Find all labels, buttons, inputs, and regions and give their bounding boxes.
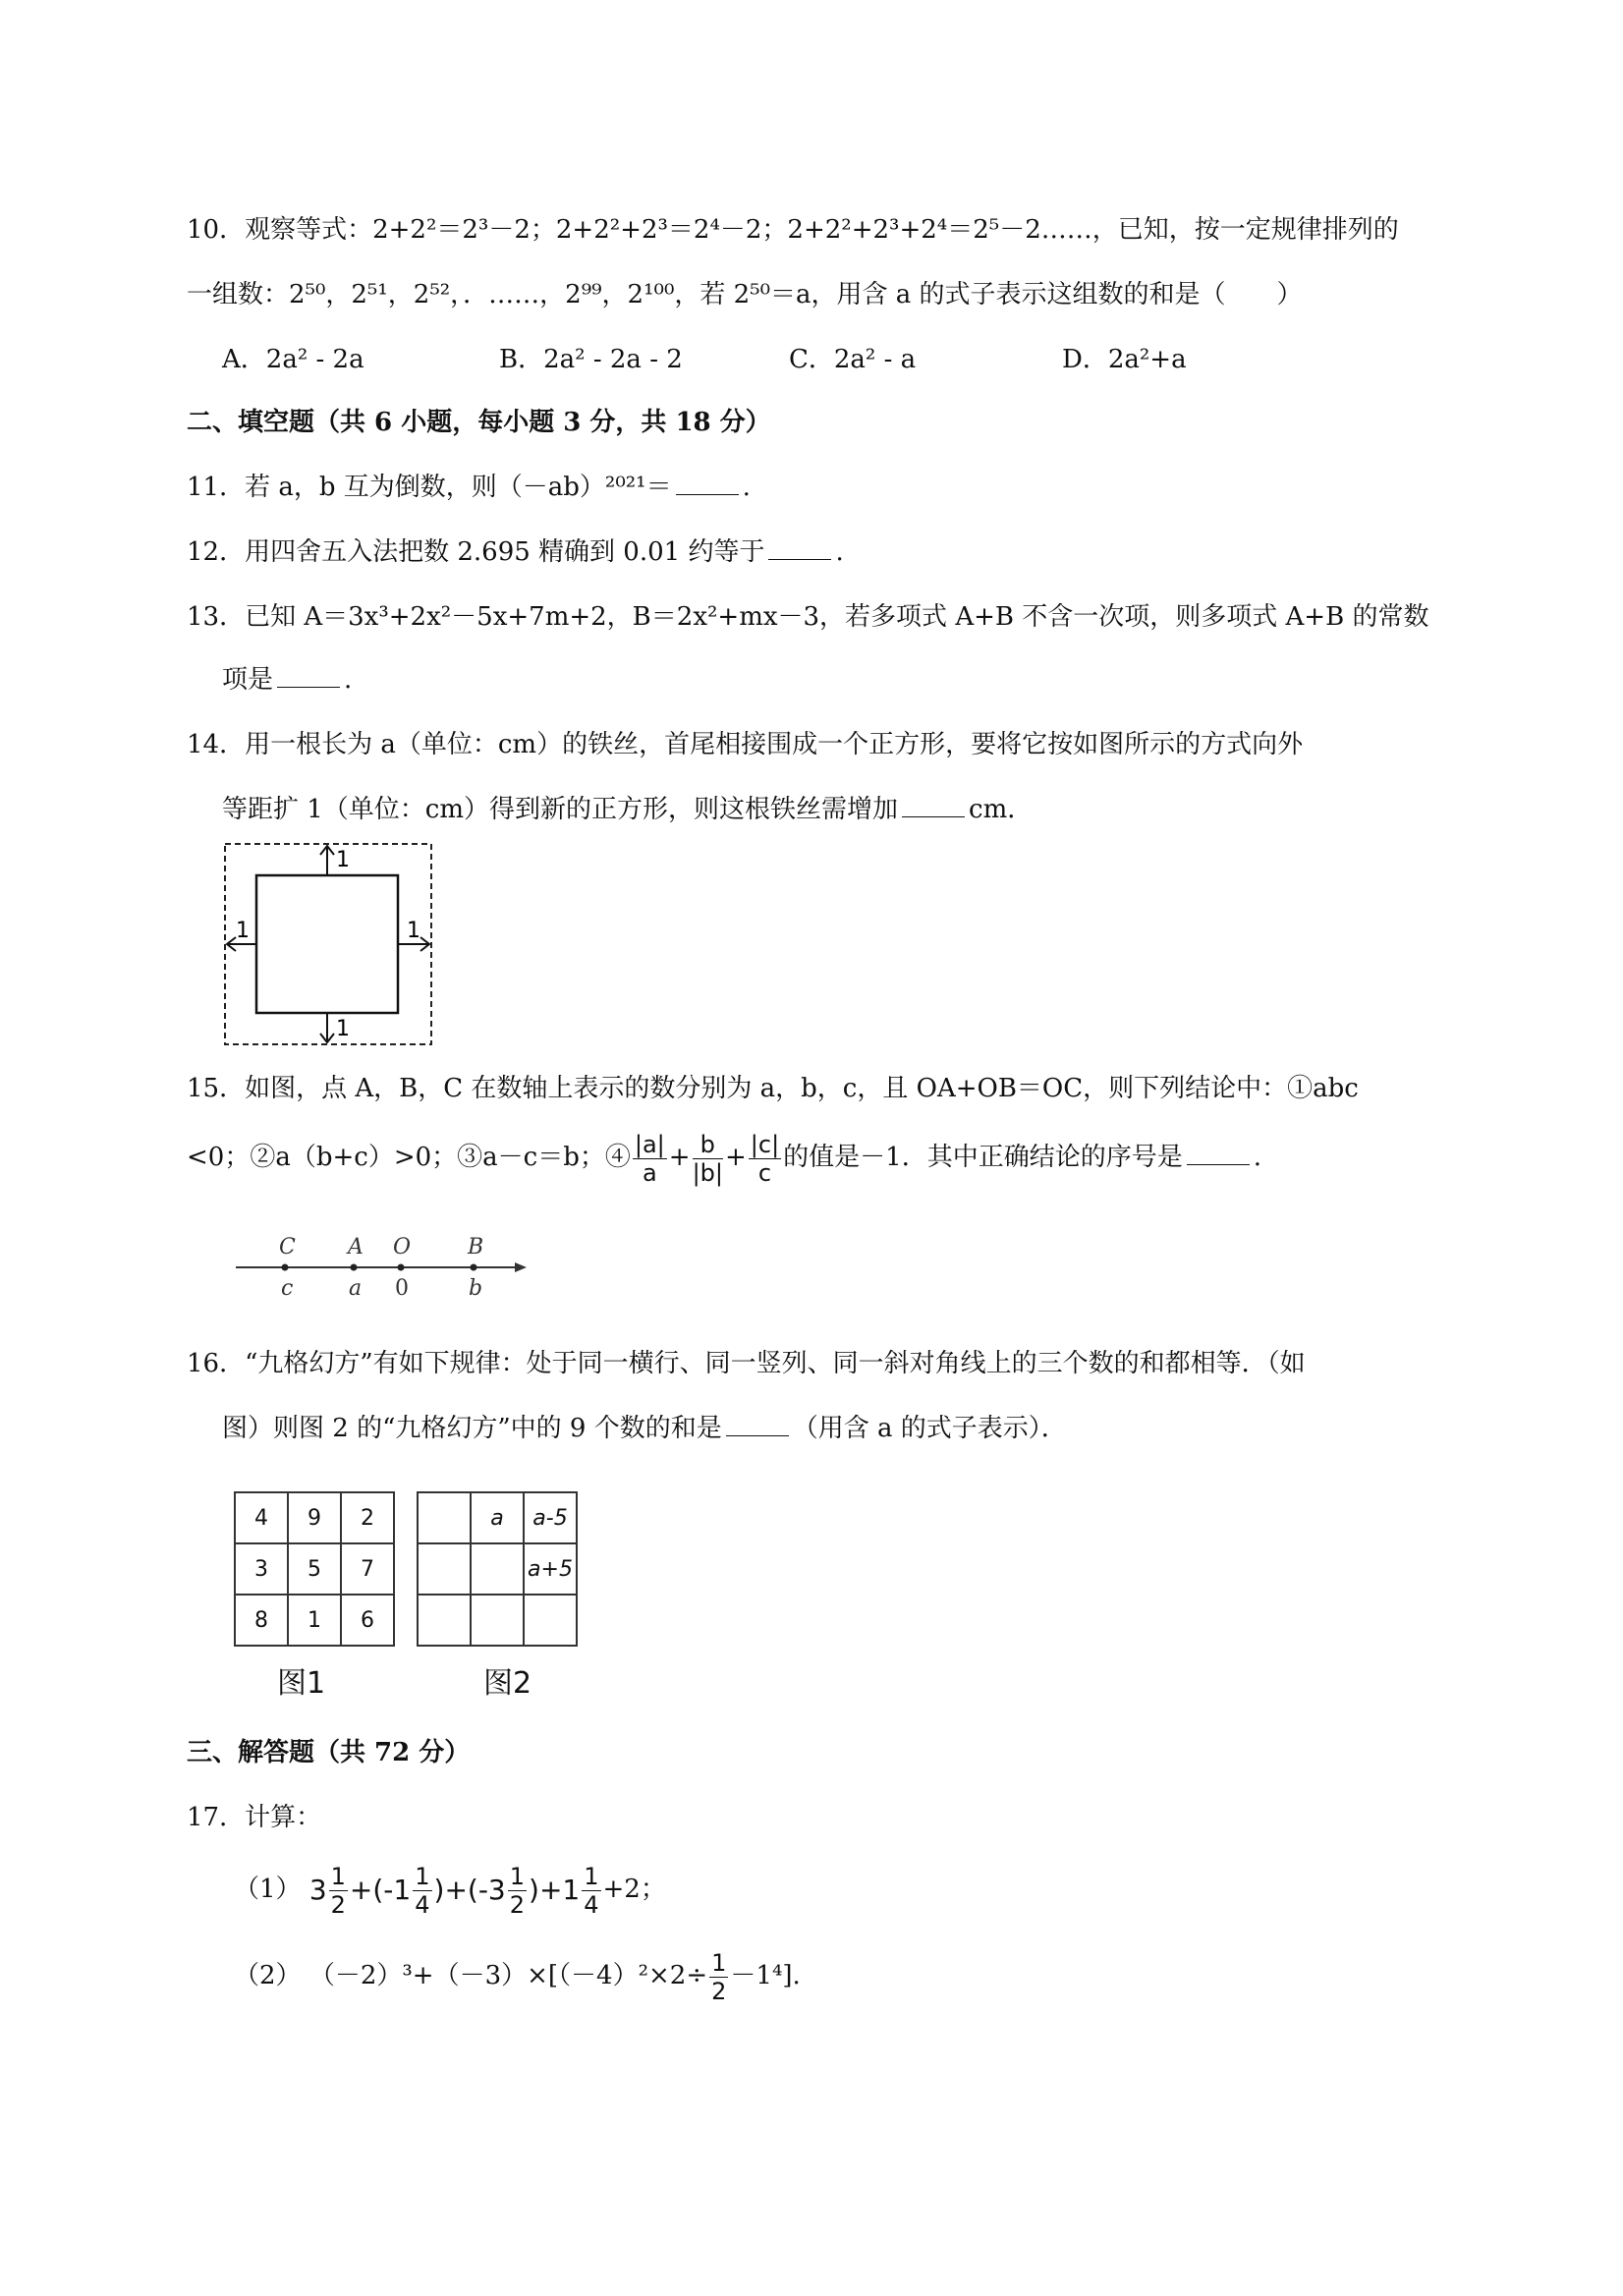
- label-left: 1: [236, 919, 250, 943]
- p1-frac1-num: 1: [415, 1862, 430, 1890]
- label-B: B: [468, 1235, 484, 1260]
- figure1-caption: 图1: [277, 1666, 326, 1701]
- frac1-den: a: [642, 1158, 657, 1187]
- q13-line2: [222, 660, 352, 700]
- q15-number-line: [232, 1228, 536, 1307]
- q16-line1: 16．“九格幻方”有如下规律：处于同一横行、同一竖列、同一斜对角线上的三个数的和都相等．（如: [187, 1349, 1306, 1378]
- q11-end: .: [742, 473, 751, 502]
- q10-line1: 10．观察等式：2+2²＝2³－2；2+2²+2³＝2⁴－2；2+2²+2³+2⁴＝2⁵－2……，已知，按一定规律排列的: [187, 215, 1399, 245]
- label-a: a: [349, 1276, 363, 1301]
- section3-heading: 三、解答题（共 72 分）: [187, 1738, 471, 1767]
- section2-heading: 二、填空题（共 6 小题，每小题 3 分，共 18 分）: [187, 408, 771, 437]
- fig2-cell: [471, 1595, 524, 1646]
- q10-option-b: B．2a² - 2a - 2: [499, 345, 683, 374]
- q13-blank: [277, 661, 340, 688]
- label-b: b: [469, 1276, 483, 1301]
- q15-line2: <0；②a（b+c）>0；③a－c＝b；④ $\frac{|a|}{a}$ + $\frac{b}{|b|}$ + $\frac{|c|}{c}$ 的值是－1．其中正确结论的序号是 .: [187, 1130, 1261, 1187]
- q17-part2: [234, 1941, 801, 2010]
- p1-frac2: [508, 1862, 527, 1919]
- p2-seg-a: （－2）³+（－3）×[（－4）²×2÷: [308, 1961, 708, 1990]
- q15-part3: ③a－c＝b；: [457, 1143, 605, 1172]
- fig2-cell: a-5: [524, 1492, 577, 1543]
- q15-part5: 的值是－1．其中正确结论的序号是: [783, 1143, 1183, 1172]
- axis-arrow: [515, 1262, 527, 1272]
- q10-option-d: D．2a²+a: [1062, 345, 1187, 374]
- q14-end: cm．: [969, 795, 1034, 824]
- frac1-num: |a|: [634, 1130, 665, 1158]
- q17-title: 17．计算：: [187, 1803, 322, 1832]
- q15-frac2: [692, 1130, 723, 1187]
- fig2-cell: a+5: [524, 1543, 577, 1595]
- q17-p1-label: （1）: [234, 1875, 302, 1904]
- frac3-den: c: [757, 1158, 772, 1187]
- p2-seg-b: －1⁴].: [730, 1961, 801, 1990]
- q12-blank: [768, 533, 831, 560]
- magic-square-2: [417, 1491, 578, 1647]
- inner-square: [256, 875, 398, 1013]
- fig1-cell: 3: [235, 1543, 288, 1595]
- q16-figure2: [417, 1491, 578, 1647]
- p1-frac3-num: 1: [584, 1862, 599, 1890]
- label-A: A: [348, 1235, 364, 1260]
- p1-seg4: +2；: [602, 1875, 666, 1904]
- p1-frac0-num: 1: [330, 1862, 346, 1890]
- q15-line1: 15．如图，点 A，B，C 在数轴上表示的数分别为 a，b，c，且 OA+OB＝OC，则下列结论中：①abc: [187, 1074, 1359, 1103]
- fig1-cell: 1: [288, 1595, 341, 1646]
- q14-text: 等距扩 1（单位：cm）得到新的正方形，则这根铁丝需增加: [222, 795, 899, 824]
- fig2-cell: [418, 1492, 471, 1543]
- fig2-cell: a: [471, 1492, 524, 1543]
- point-a: [351, 1264, 358, 1271]
- q13-text: 项是: [222, 665, 274, 695]
- frac2-den: |b|: [692, 1158, 723, 1187]
- q16-blank: [726, 1410, 789, 1436]
- fig1-cell: 4: [235, 1492, 288, 1543]
- frac3-num: |c|: [750, 1130, 780, 1158]
- p2-frac: [709, 1948, 728, 2005]
- q15-part4: ④: [604, 1143, 631, 1172]
- q13-line1: 13．已知 A＝3x³+2x²－5x+7m+2，B＝2x²+mx－3，若多项式 A+B 不含一次项，则多项式 A+B 的常数: [187, 602, 1429, 632]
- q15-blank: [1187, 1139, 1250, 1165]
- p2-frac-den: 2: [711, 1977, 727, 2005]
- p2-frac-num: 1: [711, 1948, 727, 1977]
- p1-frac0: [329, 1862, 348, 1919]
- p1-seg2: )+(-3: [433, 1874, 506, 1906]
- label-0: 0: [395, 1276, 409, 1301]
- q11-text: 11．若 a，b 互为倒数，则（－ab）²⁰²¹＝: [187, 473, 672, 502]
- q15-frac1: [633, 1130, 667, 1187]
- label-O: O: [393, 1235, 412, 1260]
- p1-frac1-den: 4: [415, 1890, 430, 1919]
- label-c: c: [281, 1276, 294, 1301]
- q12-end: .: [835, 537, 844, 567]
- fig1-cell: 5: [288, 1543, 341, 1595]
- q14-blank: [902, 791, 965, 817]
- fig1-cell: 9: [288, 1492, 341, 1543]
- fig1-cell: 2: [341, 1492, 394, 1543]
- label-bottom: 1: [336, 1017, 350, 1041]
- fig2-cell: [418, 1543, 471, 1595]
- q16-text: 图）则图 2 的“九格幻方”中的 9 个数的和是: [222, 1414, 722, 1443]
- frac2-num: b: [693, 1133, 723, 1159]
- q14-square-figure: [222, 841, 434, 1047]
- q15-part2: ②a（b+c）>0；: [250, 1143, 458, 1172]
- fig2-cell: [524, 1595, 577, 1646]
- magic-square-1: [234, 1491, 395, 1647]
- p1-frac2-num: 1: [509, 1862, 526, 1890]
- point-c: [282, 1264, 289, 1271]
- p1-seg1: +(-1: [349, 1874, 412, 1906]
- q12-text: 12．用四舍五入法把数 2.695 精确到 0.01 约等于: [187, 537, 765, 567]
- q12: [187, 532, 844, 572]
- label-right: 1: [407, 919, 420, 943]
- point-b: [471, 1264, 477, 1271]
- q13-end: .: [344, 665, 353, 695]
- figure2-caption: 图2: [483, 1666, 532, 1701]
- q14-line2: [222, 790, 1033, 829]
- p1-frac3-den: 4: [584, 1890, 599, 1919]
- q11: [187, 468, 751, 507]
- q10-line2: 一组数：2⁵⁰，2⁵¹，2⁵²，．……，2⁹⁹，2¹⁰⁰，若 2⁵⁰＝a，用含 a 的式子表示这组数的和是（ ）: [187, 280, 1303, 309]
- label-C: C: [279, 1235, 296, 1260]
- p1-seg0: 3: [308, 1874, 327, 1906]
- q16-line2: [222, 1409, 1067, 1448]
- fig1-cell: 6: [341, 1595, 394, 1646]
- p1-frac2-den: 2: [509, 1890, 526, 1919]
- q11-blank: [676, 469, 739, 495]
- q15-part6: .: [1253, 1143, 1261, 1172]
- p1-frac1: [413, 1862, 431, 1919]
- q16-figure1: [234, 1491, 395, 1647]
- q10-option-c: C．2a² - a: [789, 345, 917, 374]
- fig2-cell: [418, 1595, 471, 1646]
- fig2-cell: [471, 1543, 524, 1595]
- q14-line1: 14．用一根长为 a（单位：cm）的铁丝，首尾相接围成一个正方形，要将它按如图所示的方式向外: [187, 730, 1304, 759]
- q15-part1: <0；: [187, 1143, 251, 1172]
- point-o: [398, 1264, 405, 1271]
- q17-p2-label: （2）: [234, 1961, 302, 1990]
- fig1-cell: 7: [341, 1543, 394, 1595]
- p1-seg3: )+1: [529, 1874, 581, 1906]
- q16-end: （用含 a 的式子表示）．: [792, 1414, 1067, 1443]
- fig1-cell: 8: [235, 1595, 288, 1646]
- q10-option-a: A．2a² - 2a: [222, 345, 364, 374]
- q15-frac3: [749, 1130, 781, 1187]
- q17-part1: [234, 1855, 666, 1925]
- label-top: 1: [336, 848, 350, 872]
- p1-frac0-den: 2: [330, 1890, 346, 1919]
- p1-frac3: [582, 1862, 600, 1919]
